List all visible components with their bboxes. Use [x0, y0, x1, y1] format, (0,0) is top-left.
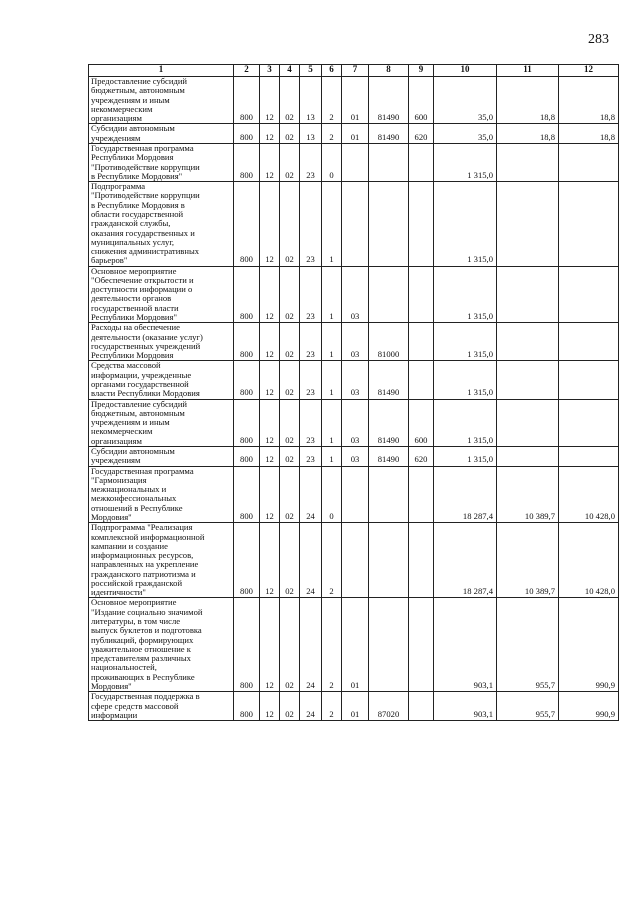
cell-col-5: 24	[300, 598, 322, 692]
row-name-line: отношений в Республике	[91, 502, 183, 513]
cell-col-4: 02	[280, 598, 300, 692]
cell-col-8: 81490	[369, 399, 409, 446]
row-name-line: уважительное отношение к	[91, 643, 191, 654]
column-header-12: 12	[559, 65, 619, 77]
cell-col-9: 620	[409, 446, 434, 466]
cell-col-6: 1	[322, 361, 342, 399]
cell-col-10: 1 315,0	[434, 323, 497, 361]
row-name-line: сфере средств массовой	[91, 700, 179, 711]
row-name-line: Республики Мордовия"	[91, 312, 177, 323]
cell-col-7: 03	[342, 323, 369, 361]
cell-col-4: 02	[280, 692, 300, 721]
cell-col-8	[369, 523, 409, 598]
row-name-line: Средства массовой	[91, 360, 161, 371]
cell-col-4: 02	[280, 523, 300, 598]
column-header-2: 2	[234, 65, 260, 77]
cell-col-3: 12	[260, 692, 280, 721]
row-name-line: информационных ресурсов,	[91, 550, 194, 561]
row-name-line: учреждениям	[91, 132, 141, 143]
cell-col-7: 03	[342, 266, 369, 323]
table-row	[89, 124, 619, 144]
cell-col-9	[409, 266, 434, 323]
row-name-line: идентичности"	[91, 587, 146, 598]
table-row	[89, 361, 619, 399]
row-name-line: Основное мероприятие	[91, 597, 177, 608]
cell-col-8	[369, 182, 409, 267]
row-name-line: некоммерческим	[91, 426, 153, 437]
cell-col-9	[409, 143, 434, 181]
row-name-line: Предоставление субсидий	[91, 76, 188, 86]
cell-col-5: 23	[300, 399, 322, 446]
row-name-line: Государственная поддержка в	[91, 691, 200, 702]
table-row	[89, 182, 619, 267]
cell-col-5: 23	[300, 361, 322, 399]
cell-col-8: 81000	[369, 323, 409, 361]
row-name-line: "Издание социально значимой	[91, 606, 203, 617]
cell-col-11: 10 389,7	[497, 523, 559, 598]
cell-col-9	[409, 182, 434, 267]
row-name-line: области государственной	[91, 208, 184, 219]
cell-col-12	[559, 266, 619, 323]
cell-col-12	[559, 143, 619, 181]
cell-col-12	[559, 446, 619, 466]
cell-col-2: 800	[234, 124, 260, 144]
table-body	[89, 77, 619, 721]
table-row	[89, 143, 619, 181]
row-name-line: направленных на укрепление	[91, 559, 199, 570]
cell-col-11	[497, 361, 559, 399]
cell-col-10: 903,1	[434, 598, 497, 692]
cell-col-6: 2	[322, 523, 342, 598]
cell-col-9: 600	[409, 399, 434, 446]
cell-col-2: 800	[234, 77, 260, 124]
cell-col-4: 02	[280, 446, 300, 466]
row-name-line: межконфессиональных	[91, 493, 177, 504]
column-header-6: 6	[322, 65, 342, 77]
cell-col-12: 990,9	[559, 598, 619, 692]
cell-col-7	[342, 523, 369, 598]
row-name-line: "Противодействие коррупции	[91, 161, 200, 172]
cell-col-3: 12	[260, 77, 280, 124]
row-name-line: кампании и создание	[91, 540, 168, 551]
row-name-cell	[89, 466, 234, 523]
cell-col-7: 01	[342, 124, 369, 144]
cell-col-10: 35,0	[434, 77, 497, 124]
cell-col-7: 01	[342, 598, 369, 692]
cell-col-12	[559, 182, 619, 267]
column-header-8: 8	[369, 65, 409, 77]
cell-col-5: 23	[300, 143, 322, 181]
cell-col-11	[497, 446, 559, 466]
cell-col-2: 800	[234, 266, 260, 323]
cell-col-4: 02	[280, 143, 300, 181]
row-name-line: Мордовия"	[91, 681, 132, 691]
cell-col-4: 02	[280, 361, 300, 399]
row-name-line: Республики Мордовия	[91, 350, 174, 361]
cell-col-2: 800	[234, 182, 260, 267]
cell-col-3: 12	[260, 182, 280, 267]
cell-col-6: 1	[322, 446, 342, 466]
row-name-cell	[89, 692, 234, 721]
cell-col-7	[342, 466, 369, 523]
row-name-line: Государственная программа	[91, 465, 194, 476]
cell-col-3: 12	[260, 466, 280, 523]
row-name-line: публикаций, формирующих	[91, 634, 194, 645]
row-name-cell	[89, 266, 234, 323]
cell-col-8: 87020	[369, 692, 409, 721]
row-name-line: "Обеспечение открытости и	[91, 274, 194, 285]
cell-col-2: 800	[234, 361, 260, 399]
cell-col-9: 600	[409, 77, 434, 124]
table-row	[89, 266, 619, 323]
cell-col-12	[559, 323, 619, 361]
cell-col-2: 800	[234, 143, 260, 181]
cell-col-7: 01	[342, 692, 369, 721]
cell-col-7	[342, 143, 369, 181]
row-name-line: гражданской службы,	[91, 218, 171, 229]
cell-col-5: 24	[300, 523, 322, 598]
cell-col-3: 12	[260, 323, 280, 361]
row-name-line: органами государственной	[91, 379, 189, 389]
row-name-line: Республики Мордовия	[91, 152, 174, 163]
row-name-line: Предоставление субсидий	[91, 398, 188, 409]
cell-col-3: 12	[260, 598, 280, 692]
cell-col-10: 18 287,4	[434, 466, 497, 523]
cell-col-9	[409, 692, 434, 721]
row-name-line: "Гармонизация	[91, 474, 147, 485]
cell-col-10: 1 315,0	[434, 399, 497, 446]
cell-col-4: 02	[280, 182, 300, 267]
row-name-line: Расходы на обеспечение	[91, 322, 180, 333]
cell-col-6: 2	[322, 77, 342, 124]
cell-col-12: 18,8	[559, 77, 619, 124]
cell-col-3: 12	[260, 446, 280, 466]
column-header-3: 3	[260, 65, 280, 77]
cell-col-12: 990,9	[559, 692, 619, 721]
header-row	[89, 65, 619, 77]
cell-col-9: 620	[409, 124, 434, 144]
cell-col-7: 03	[342, 446, 369, 466]
cell-col-8: 81490	[369, 124, 409, 144]
row-name-line: информации, учрежденные	[91, 369, 192, 380]
row-name-line: российской гражданской	[91, 577, 183, 588]
table-row	[89, 323, 619, 361]
column-header-1: 1	[89, 65, 234, 77]
cell-col-3: 12	[260, 143, 280, 181]
row-name-line: доступности информации о	[91, 284, 193, 295]
cell-col-5: 13	[300, 77, 322, 124]
cell-col-12	[559, 361, 619, 399]
budget-table	[88, 64, 619, 721]
cell-col-5: 23	[300, 182, 322, 267]
cell-col-8	[369, 266, 409, 323]
column-header-5: 5	[300, 65, 322, 77]
row-name-cell	[89, 182, 234, 267]
row-name-line: бюджетным, автономным	[91, 85, 185, 96]
cell-col-8: 81490	[369, 77, 409, 124]
column-header-7: 7	[342, 65, 369, 77]
cell-col-11: 955,7	[497, 598, 559, 692]
table-row	[89, 523, 619, 598]
cell-col-11	[497, 266, 559, 323]
cell-col-4: 02	[280, 266, 300, 323]
row-name-line: организациям	[91, 113, 142, 124]
cell-col-10: 35,0	[434, 124, 497, 144]
cell-col-2: 800	[234, 323, 260, 361]
row-name-line: учреждениям и иным	[91, 417, 170, 428]
cell-col-10: 1 315,0	[434, 361, 497, 399]
row-name-cell	[89, 361, 234, 399]
row-name-line: муниципальных услуг,	[91, 236, 175, 247]
cell-col-9	[409, 598, 434, 692]
cell-col-8	[369, 143, 409, 181]
table-row	[89, 466, 619, 523]
row-name-line: Мордовия"	[91, 511, 132, 522]
row-name-cell	[89, 446, 234, 466]
cell-col-9	[409, 523, 434, 598]
table-row	[89, 446, 619, 466]
cell-col-11: 955,7	[497, 692, 559, 721]
cell-col-6: 2	[322, 124, 342, 144]
cell-col-11	[497, 323, 559, 361]
cell-col-3: 12	[260, 399, 280, 446]
cell-col-5: 23	[300, 323, 322, 361]
row-name-line: государственных учреждений	[91, 340, 201, 351]
row-name-line: межнациональных и	[91, 484, 167, 495]
cell-col-2: 800	[234, 523, 260, 598]
table-row	[89, 692, 619, 721]
cell-col-3: 12	[260, 523, 280, 598]
column-header-10: 10	[434, 65, 497, 77]
cell-col-5: 13	[300, 124, 322, 144]
row-name-line: бюджетным, автономным	[91, 407, 185, 418]
column-header-4: 4	[280, 65, 300, 77]
cell-col-10: 1 315,0	[434, 446, 497, 466]
cell-col-8	[369, 466, 409, 523]
row-name-line: учреждениям	[91, 455, 141, 466]
cell-col-5: 23	[300, 266, 322, 323]
cell-col-12	[559, 399, 619, 446]
cell-col-11: 10 389,7	[497, 466, 559, 523]
row-name-line: информации	[91, 709, 138, 720]
row-name-line: выпуск буклетов и подготовка	[91, 625, 202, 636]
cell-col-11: 18,8	[497, 124, 559, 144]
cell-col-8	[369, 598, 409, 692]
row-name-line: проживающих в Республике	[91, 671, 195, 682]
cell-col-10: 1 315,0	[434, 143, 497, 181]
row-name-line: некоммерческим	[91, 103, 153, 114]
cell-col-10: 18 287,4	[434, 523, 497, 598]
row-name-line: снижения административных	[91, 246, 200, 257]
row-name-line: государственной власти	[91, 302, 179, 313]
row-name-line: Подпрограмма "Реализация	[91, 522, 193, 533]
cell-col-6: 1	[322, 182, 342, 267]
row-name-line: оказания государственных и	[91, 227, 195, 238]
cell-col-3: 12	[260, 266, 280, 323]
row-name-line: Подпрограмма	[91, 181, 146, 192]
cell-col-2: 800	[234, 466, 260, 523]
cell-col-7: 03	[342, 399, 369, 446]
cell-col-10: 903,1	[434, 692, 497, 721]
cell-col-3: 12	[260, 124, 280, 144]
cell-col-2: 800	[234, 692, 260, 721]
cell-col-4: 02	[280, 466, 300, 523]
cell-col-4: 02	[280, 323, 300, 361]
row-name-line: в Республике Мордовия в	[91, 199, 185, 210]
row-name-line: Государственная программа	[91, 142, 194, 153]
row-name-line: Субсидии автономным	[91, 123, 175, 134]
cell-col-5: 24	[300, 466, 322, 523]
row-name-cell	[89, 323, 234, 361]
row-name-line: литературы, в том числе	[91, 616, 181, 627]
cell-col-6: 1	[322, 323, 342, 361]
cell-col-2: 800	[234, 399, 260, 446]
cell-col-9	[409, 323, 434, 361]
cell-col-5: 23	[300, 446, 322, 466]
cell-col-11: 18,8	[497, 77, 559, 124]
row-name-cell	[89, 598, 234, 692]
row-name-line: в Республике Мордовия"	[91, 170, 183, 181]
cell-col-7: 03	[342, 361, 369, 399]
cell-col-8: 81490	[369, 361, 409, 399]
cell-col-2: 800	[234, 446, 260, 466]
cell-col-2: 800	[234, 598, 260, 692]
cell-col-10: 1 315,0	[434, 266, 497, 323]
cell-col-4: 02	[280, 77, 300, 124]
cell-col-11	[497, 399, 559, 446]
row-name-line: Субсидии автономным	[91, 445, 175, 456]
row-name-cell	[89, 399, 234, 446]
column-header-11: 11	[497, 65, 559, 77]
row-name-cell	[89, 77, 234, 124]
cell-col-7	[342, 182, 369, 267]
cell-col-4: 02	[280, 124, 300, 144]
row-name-line: Основное мероприятие	[91, 265, 177, 276]
row-name-line: представителям различных	[91, 653, 191, 664]
row-name-line: барьеров"	[91, 255, 128, 266]
row-name-line: учреждениям и иным	[91, 94, 170, 105]
cell-col-7: 01	[342, 77, 369, 124]
column-header-9: 9	[409, 65, 434, 77]
row-name-line: деятельности (оказание услуг)	[91, 331, 203, 342]
cell-col-8: 81490	[369, 446, 409, 466]
cell-col-9	[409, 361, 434, 399]
row-name-line: "Противодействие коррупции	[91, 190, 200, 201]
row-name-cell	[89, 143, 234, 181]
row-name-line: власти Республики Мордовия	[91, 388, 200, 399]
table-row	[89, 598, 619, 692]
table-row	[89, 77, 619, 124]
cell-col-5: 24	[300, 692, 322, 721]
cell-col-11	[497, 143, 559, 181]
row-name-cell	[89, 124, 234, 144]
row-name-line: национальностей,	[91, 662, 157, 673]
row-name-cell	[89, 523, 234, 598]
cell-col-10: 1 315,0	[434, 182, 497, 267]
cell-col-6: 0	[322, 143, 342, 181]
cell-col-12: 10 428,0	[559, 466, 619, 523]
row-name-line: деятельности органов	[91, 293, 172, 304]
cell-col-12: 10 428,0	[559, 523, 619, 598]
cell-col-12: 18,8	[559, 124, 619, 144]
cell-col-3: 12	[260, 361, 280, 399]
cell-col-6: 2	[322, 692, 342, 721]
cell-col-11	[497, 182, 559, 267]
cell-col-4: 02	[280, 399, 300, 446]
row-name-line: организациям	[91, 435, 142, 446]
page-number: 283	[588, 32, 609, 47]
cell-col-6: 0	[322, 466, 342, 523]
cell-col-6: 1	[322, 266, 342, 323]
table-row	[89, 399, 619, 446]
cell-col-6: 1	[322, 399, 342, 446]
cell-col-6: 2	[322, 598, 342, 692]
cell-col-9	[409, 466, 434, 523]
row-name-line: гражданского патриотизма и	[91, 568, 196, 579]
row-name-line: комплексной информационной	[91, 531, 205, 542]
